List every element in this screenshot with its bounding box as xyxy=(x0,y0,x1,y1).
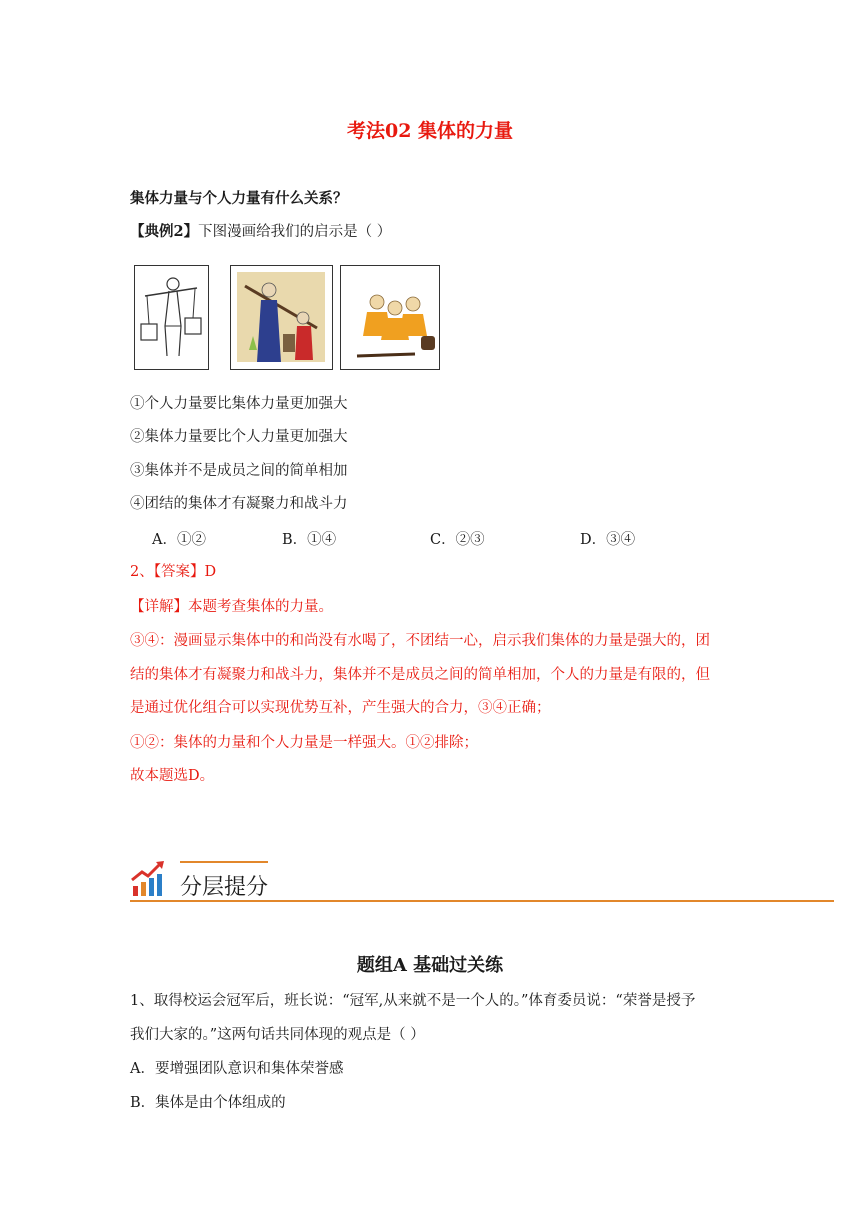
section-heading: 分层提分 xyxy=(180,875,269,900)
statement-3: ③集体并不是成员之间的简单相加 xyxy=(130,463,348,479)
question-1-option-a: A．要增强团队意识和集体荣誉感 xyxy=(130,1061,344,1077)
example-text: 下图漫画给我们的启示是（ ） xyxy=(198,224,392,240)
option-c: C．②③ xyxy=(430,532,485,548)
example-tag: 【典例2】 xyxy=(130,223,199,240)
statement-2: ②集体力量要比个人力量更加强大 xyxy=(130,429,348,445)
page-title: 考法02 集体的力量 xyxy=(346,120,514,142)
comic-panel-three-monks xyxy=(340,265,440,370)
explanation-line-5: 故本题选D。 xyxy=(130,768,215,784)
question-1-option-b: B．集体是由个体组成的 xyxy=(130,1095,286,1111)
explanation-line-2: 结的集体才有凝聚力和战斗力，集体并不是成员之间的简单相加，个人的力量是有限的，但 xyxy=(130,667,710,683)
option-a: A．①② xyxy=(152,532,206,548)
comic-panel-one-monk xyxy=(134,265,209,370)
question-1-line-1: 1、取得校运会冠军后，班长说：“冠军,从来就不是一个人的。”体育委员说：“荣誉是授予 xyxy=(130,993,696,1009)
question-subtitle: 集体力量与个人力量有什么关系？ xyxy=(130,190,348,207)
monk-carrying-two-buckets-illustration xyxy=(135,266,207,368)
comic-panel-two-monks xyxy=(230,265,333,370)
statement-4: ④团结的集体才有凝聚力和战斗力 xyxy=(130,496,348,512)
explanation-line-1: ③④：漫画显示集体中的和尚没有水喝了，不团结一心，启示我们集体的力量是强大的，团 xyxy=(130,633,710,649)
question-1-line-2: 我们大家的。”这两句话共同体现的观点是（ ） xyxy=(130,1027,425,1043)
statement-1: ①个人力量要比集体力量更加强大 xyxy=(130,396,348,412)
group-title: 题组A 基础过关练 xyxy=(356,955,504,976)
two-monks-carrying-bucket-illustration xyxy=(231,266,331,368)
answer-line: 2、【答案】D xyxy=(130,564,217,580)
detail-line: 【详解】本题考查集体的力量。 xyxy=(130,599,333,615)
explanation-line-4: ①②：集体的力量和个人力量是一样强大。①②排除； xyxy=(130,735,478,751)
section-heading-overline xyxy=(180,861,268,863)
section-divider xyxy=(130,900,834,902)
chart-growth-icon xyxy=(130,858,168,898)
option-d: D．③④ xyxy=(580,532,636,548)
option-b: B．①④ xyxy=(282,532,337,548)
three-monks-no-water-illustration xyxy=(341,266,438,368)
explanation-line-3: 是通过优化组合可以实现优势互补，产生强大的合力，③④正确； xyxy=(130,700,551,716)
example-line xyxy=(130,222,391,242)
